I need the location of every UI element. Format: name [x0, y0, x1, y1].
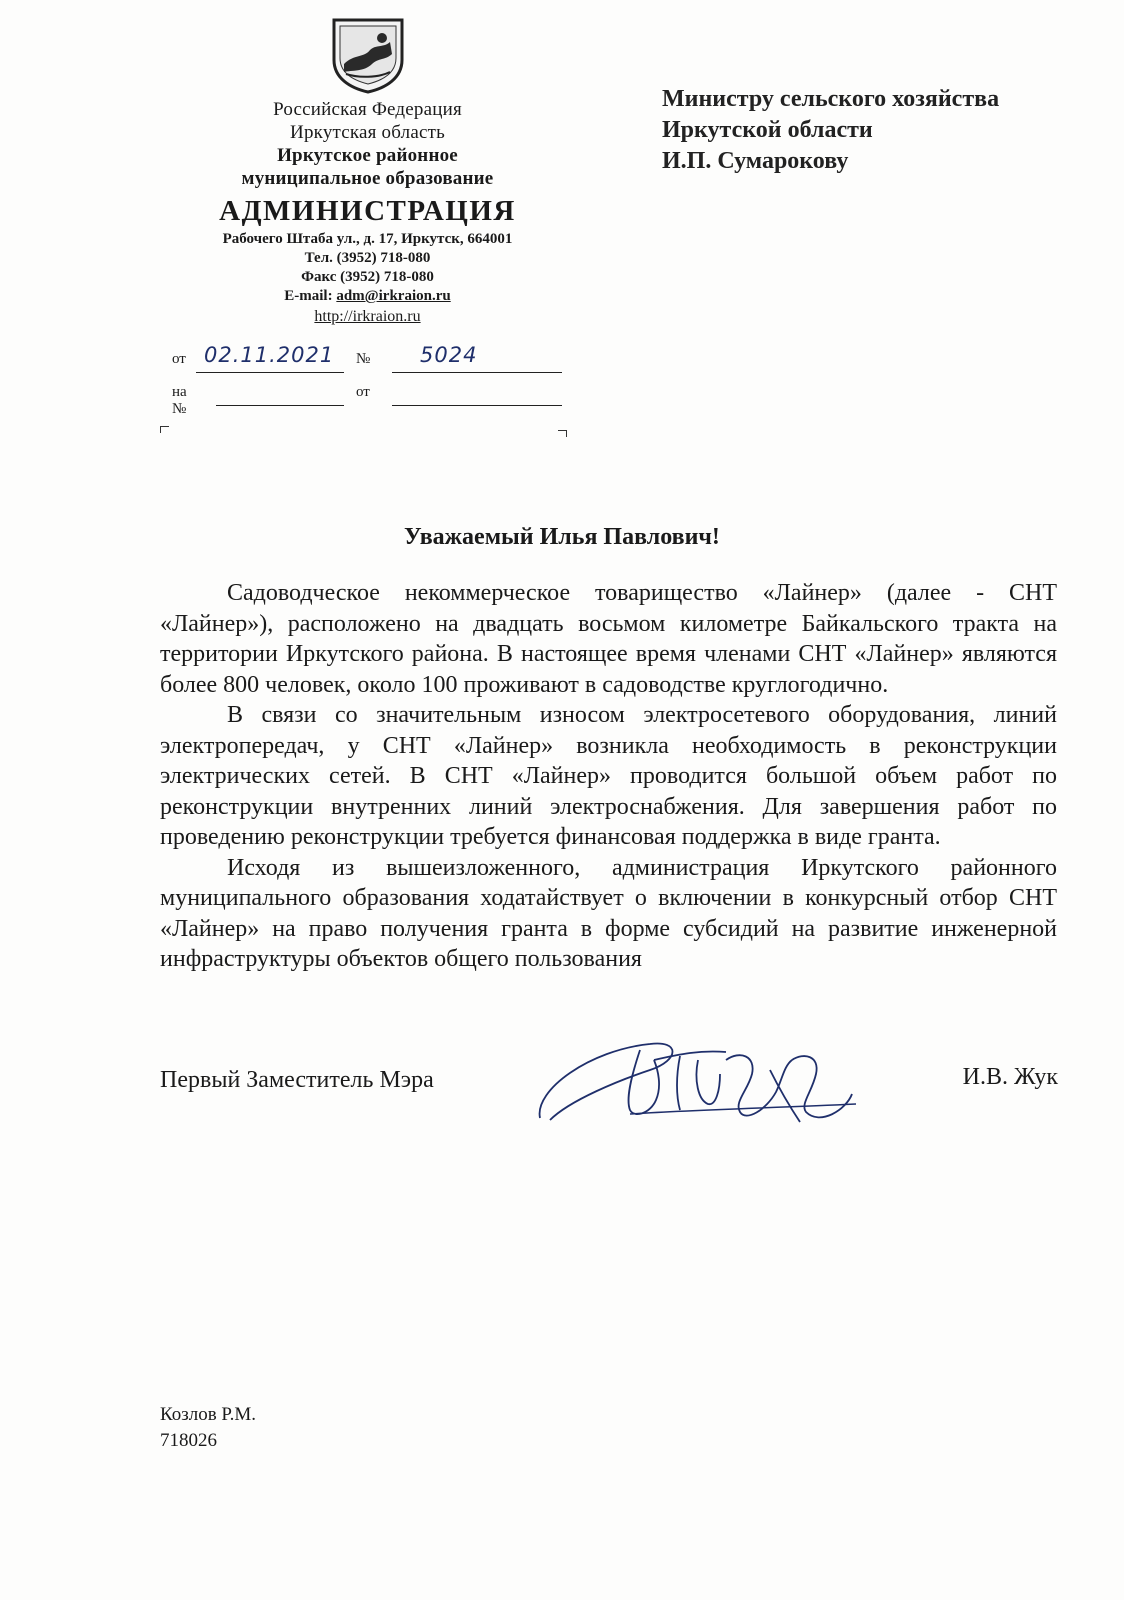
letterhead-address: Рабочего Штаба ул., д. 17, Иркутск, 664001: [222, 231, 513, 247]
coat-of-arms-icon: [330, 14, 406, 94]
signatory-name: И.В. Жук: [962, 1064, 1058, 1090]
letterhead: [165, 14, 570, 327]
letterhead-district: Иркутское районное: [277, 145, 458, 166]
letterhead-email[interactable]: adm@irkraion.ru: [336, 288, 451, 304]
signatory-position: Первый Заместитель Мэра: [160, 1067, 434, 1093]
executor-name: Козлов Р.М.: [160, 1404, 257, 1425]
date-line: [196, 372, 344, 373]
body-paragraph: Садоводческое некоммерческое товарищество «Лайнер» (далее - СНТ «Лайнер»), расположено на двадцать восьмом километре Байкальского тракта на территории Иркутского района. В настоящее время членами СНТ «Лайнер» являются более 800 человек, около 100 проживают в садоводстве круглогодично.: [160, 580, 1057, 698]
number-label: №: [356, 351, 371, 367]
date-value: 02.11.2021: [204, 343, 335, 367]
recipient-line2: Иркутской области: [662, 117, 873, 143]
date-label: от: [172, 351, 186, 367]
executor-phone: 718026: [160, 1430, 217, 1451]
letterhead-phone: Тел. (3952) 718-080: [304, 250, 431, 266]
ref-label: на №: [172, 384, 187, 417]
letter-body: [160, 578, 1057, 975]
letterhead-website[interactable]: http://irkraion.ru: [314, 308, 421, 325]
letterhead-municipal: муниципальное образование: [241, 168, 494, 189]
corner-mark-right: [558, 430, 567, 437]
letterhead-region: Иркутская область: [290, 122, 445, 143]
recipient-line1: Министру сельского хозяйства: [662, 86, 1000, 112]
ref-line: [216, 405, 344, 406]
corner-mark-left: [160, 426, 169, 433]
salutation: Уважаемый Илья Павлович!: [404, 524, 720, 550]
letterhead-email-label: E-mail:: [284, 288, 337, 304]
recipient-block: [662, 84, 1092, 177]
recipient-line3: И.П. Сумарокову: [662, 148, 849, 174]
letterhead-country: Российская Федерация: [273, 99, 462, 120]
body-paragraph: В связи со значительным износом электросетевого оборудования, линий электропередач, у СНТ «Лайнер» возникла необходимость в реконструкции электрических сетей. В СНТ «Лайнер» проводится большой объем работ по реконструкции внутренних линий электроснабжения. Для завершения работ по проведению реконструкции требуется финансовая поддержка в виде гранта.: [160, 702, 1057, 850]
letterhead-fax: Факс (3952) 718-080: [301, 269, 434, 285]
letterhead-org: АДМИНИСТРАЦИЯ: [219, 195, 516, 227]
handwritten-signature-icon: [530, 1030, 860, 1130]
body-paragraph: Исходя из вышеизложенного, администрация Иркутского районного муниципального образования ходатайствует о включении в конкурсный отбор СНТ «Лайнер» на право получения гранта в форме субсидий на развитие инженерной инфраструктуры объектов общего пользования: [160, 854, 1057, 972]
letterhead-email-row: [165, 287, 570, 306]
ref-date-label: от: [356, 384, 370, 400]
executor-block: [160, 1402, 256, 1454]
ref-date-line: [392, 405, 562, 406]
number-value: 5024: [420, 343, 478, 367]
number-line: [392, 372, 562, 373]
